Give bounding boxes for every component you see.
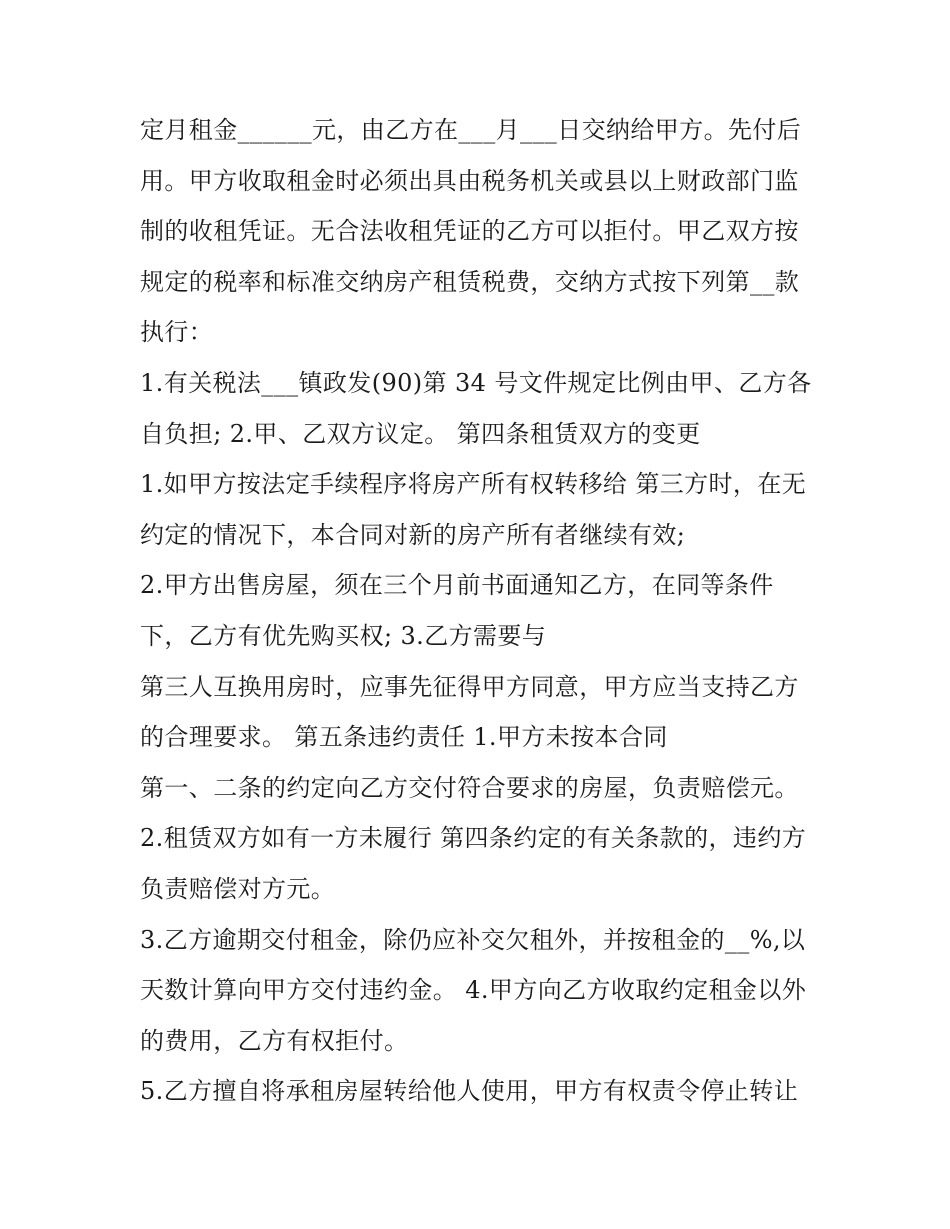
text-line: 1.如甲方按法定手续程序将房产所有权转移给 第三方时，在无 — [140, 470, 807, 499]
text-line: 自负担; 2.甲、乙双方议定。 第四条租赁双方的变更 — [140, 419, 701, 448]
text-line: 定月租金______元，由乙方在___月___日交纳给甲方。先付后 — [140, 116, 802, 144]
contract-text — [140, 110, 840, 1122]
text-line: 2.租赁双方如有一方未履行 第四条约定的有关条款的，违约方 — [140, 824, 807, 853]
text-line: 天数计算向甲方交付违约金。 4.甲方向乙方收取约定租金以外 — [140, 976, 807, 1005]
text-line: 用。甲方收取租金时必须出具由税务机关或县以上财政部门监 — [140, 166, 799, 195]
text-line: 规定的税率和标准交纳房产租赁税费，交纳方式按下列第__款 — [140, 267, 800, 296]
text-line: 制的收租凭证。无合法收租凭证的乙方可以拒付。甲乙双方按 — [140, 217, 799, 246]
text-line: 执行： — [140, 318, 214, 347]
text-line: 5.乙方擅自将承租房屋转给他人使用，甲方有权责令停止转让 — [140, 1077, 799, 1106]
text-line: 第一、二条的约定向乙方交付符合要求的房屋，负责赔偿元。 — [140, 773, 799, 802]
text-line: 1.有关税法___镇政发(90)第 34 号文件规定比例由甲、乙方各 — [140, 368, 812, 397]
text-line: 负责赔偿对方元。 — [140, 874, 336, 903]
text-line: 2.甲方出售房屋，须在三个月前书面通知乙方，在同等条件 — [140, 571, 774, 600]
text-line: 的费用，乙方有权拒付。 — [140, 1026, 409, 1055]
text-line: 3.乙方逾期交付租金，除仍应补交欠租外，并按租金的__%,以 — [140, 925, 806, 954]
text-line: 第三人互换用房时，应事先征得甲方同意，甲方应当支持乙方 — [140, 672, 799, 701]
text-line: 约定的情况下，本合同对新的房产所有者继续有效; — [140, 520, 686, 549]
text-line: 的合理要求。 第五条违约责任 1.甲方未按本合同 — [140, 723, 668, 752]
text-line: 下，乙方有优先购买权; 3.乙方需要与 — [140, 621, 547, 650]
